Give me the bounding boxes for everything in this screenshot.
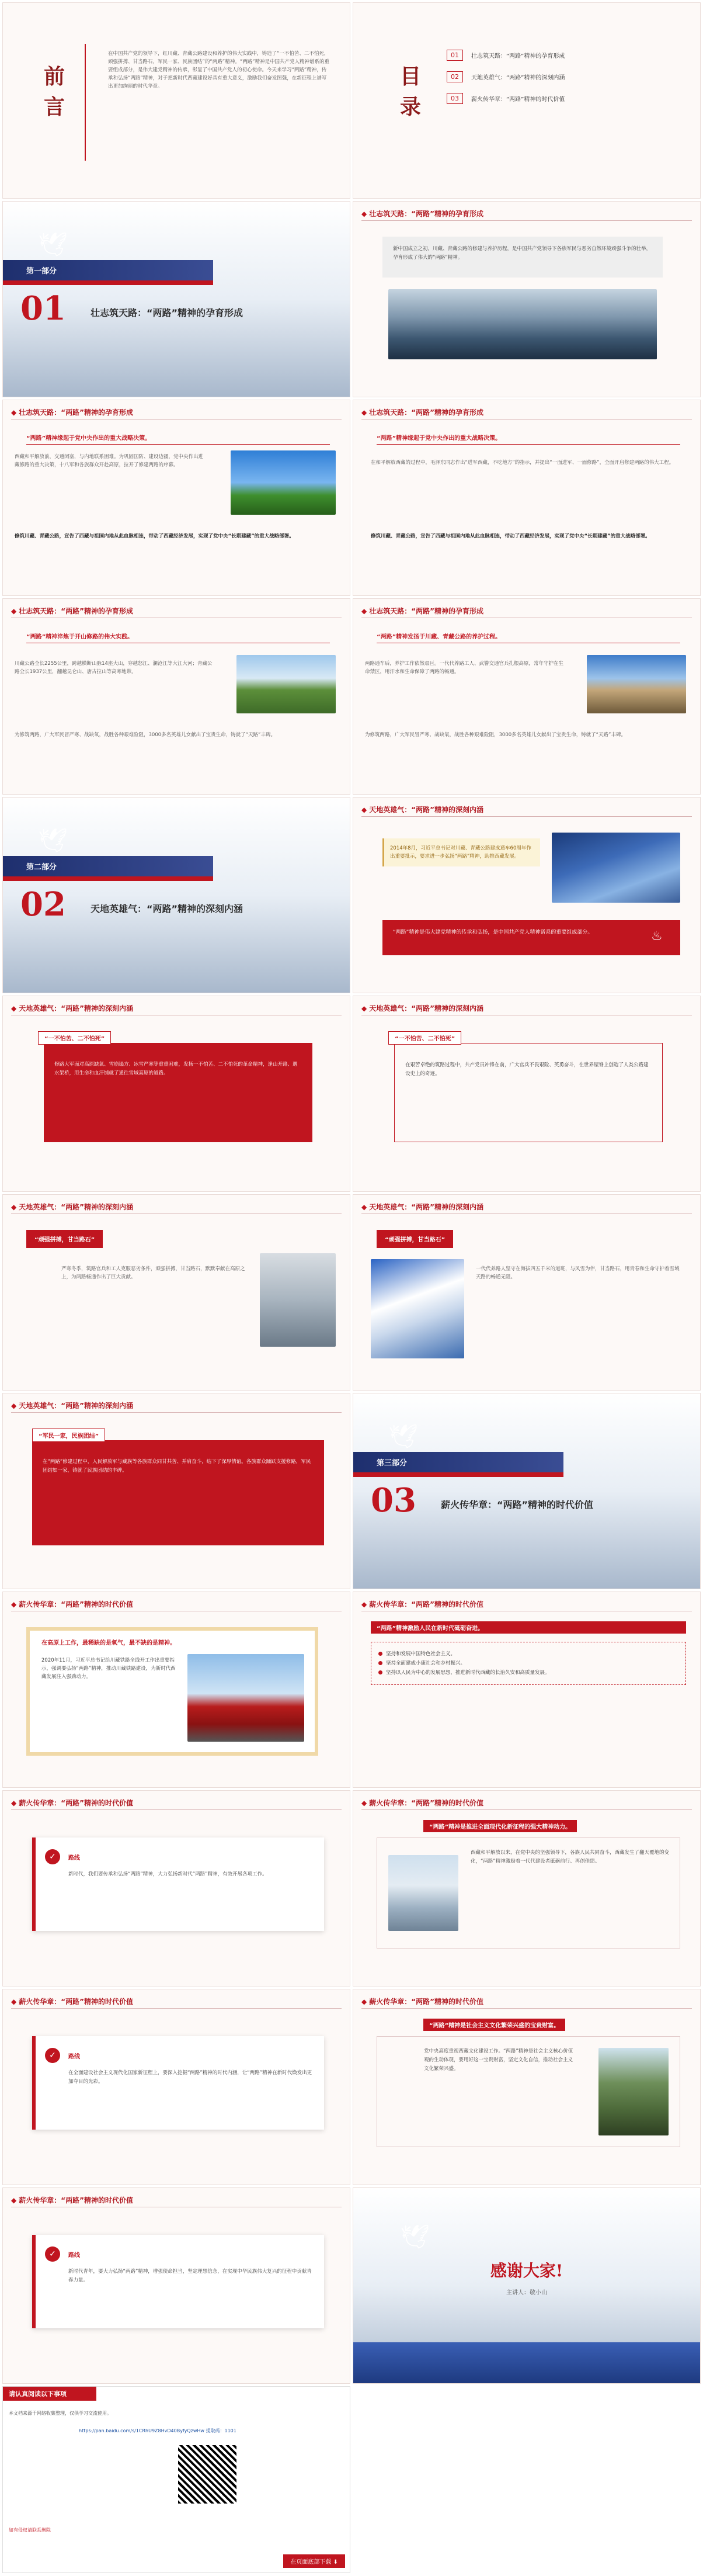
preface-title: 前言 bbox=[44, 64, 65, 119]
slide-1-maintenance: ◆ 壮志筑天路：“两路”精神的孕育形成 “两路”精神发扬于川藏、青藏公路的养护过程。 两路通车后，养护工作依然艰巨。一代代养路工人、武警交通官兵扎根高原，常年守护在生命禁区，用汗水和生命保障了两路的畅通。 为修筑两路，广大军民冒严寒、战缺氧，战胜各种艰难险阻，3000多名英雄儿女献出了宝贵生命，铸就了“天路”丰碑。 bbox=[353, 598, 701, 795]
banner: “两路”精神是社会主义文化繁荣兴盛的宝贵财富。 bbox=[423, 2019, 565, 2031]
card-text: 新时代，我们要传承和弘扬“两路”精神，大力弘扬新时代“两路”精神，有效开展各项工作。 bbox=[68, 1871, 267, 1877]
part-label: 第二部分 bbox=[3, 856, 213, 876]
body-box: 西藏和平解放以来，在党中央的坚强领导下，各族人民共同奋斗，西藏发生了翻天覆地的变化，“两路”精神激励着一代代建设者砥砺前行、再创佳绩。 bbox=[377, 1837, 680, 1949]
part-label: 第三部分 bbox=[353, 1452, 563, 1472]
thanks-title: 感谢大家! bbox=[490, 2261, 563, 2280]
toc-title: 目录 bbox=[400, 64, 422, 119]
item-list bbox=[371, 1642, 686, 1685]
slide-1-intro bbox=[353, 201, 701, 397]
tag-label: “顽强拼搏，甘当路石” bbox=[377, 1230, 453, 1248]
ribbon-accent bbox=[3, 280, 213, 285]
slide-2-stone-2: ◆ 天地英雄气：“两路”精神的深刻内涵 “顽强拼搏，甘当路石” 一代代养路人坚守在海拔四五千米的道班，与风雪为伴，甘当路石，用青春和生命守护着雪域天路的畅通无阻。 bbox=[353, 1194, 701, 1391]
slide-3-culture: ◆ 薪火传华章：“两路”精神的时代价值 “两路”精神是社会主义文化繁荣兴盛的宝贵财富。 党中央高度重视西藏文化建设工作。“两路”精神是社会主义核心价值观的生动体现，要用好这一宝贵财富，坚定文化自信，推动社会主义文化繁荣兴盛。 bbox=[353, 1989, 701, 2185]
slide-3-route-3: ◆ 薪火传华章：“两路”精神的时代价值 ✓ 路线 新时代青年，要大力弘扬“两路”精神，增强使命担当，坚定理想信念，在实现中华民族伟大复兴的征程中贡献青春力量。 bbox=[2, 2187, 350, 2384]
footer-note: 如有侵权请联系删除 bbox=[9, 2528, 51, 2533]
tag-label: “一不怕苦、二不怕死” bbox=[388, 1031, 461, 1045]
water-image bbox=[552, 833, 680, 903]
palace-image bbox=[388, 1855, 458, 1931]
footer bbox=[0, 2384, 703, 2576]
snow-image bbox=[260, 1253, 336, 1347]
framed-card bbox=[26, 1627, 318, 1756]
footer-head: 请认真阅读以下事项 bbox=[3, 2387, 96, 2401]
card-label: 路线 bbox=[68, 2054, 80, 2060]
toc-item[interactable]: 03 薪火传华章：“两路”精神的时代价值 bbox=[447, 93, 680, 104]
summary-text: 修筑川藏、青藏公路，宣告了西藏与祖国内地从此血脉相连，带动了西藏经济发展，实现了党中央“长期建藏”的重大战略部署。 bbox=[15, 533, 294, 539]
banner: “两路”精神是推进全面现代化新征程的强大精神动力。 bbox=[423, 1820, 577, 1832]
card-text: 在全面建设社会主义现代化国家新征程上，要深入挖掘“两路”精神的时代内涵，让“两路”精神在新时代焕发出更加夺目的光彩。 bbox=[68, 2070, 312, 2085]
card-label: 路线 bbox=[68, 2252, 80, 2259]
summary-text: 修筑川藏、青藏公路，宣告了西藏与祖国内地从此血脉相连，带动了西藏经济发展，实现了党中央“长期建藏”的重大战略部署。 bbox=[371, 533, 650, 539]
slide-3-modernize: ◆ 薪火传华章：“两路”精神的时代价值 “两路”精神是推进全面现代化新征程的强大精神动力。 西藏和平解放以来，在党中央的坚强领导下，各族人民共同奋斗，西藏发生了翻天覆地的变化，“两路”精神激励着一代代建设者砥砺前行、再创佳绩。 bbox=[353, 1790, 701, 1986]
slide-3-oxygen: ◆ 薪火传华章：“两路”精神的时代价值 在高原上工作，最稀缺的是氧气，最不缺的是精神。 2020年11月，习近平总书记给川藏铁路全线开工作出重要指示，强调要弘扬“两路”精神，推动川藏铁路建设，为新时代西藏发展注入强劲动力。 bbox=[2, 1592, 350, 1788]
slide-2-intro: ◆ 天地英雄气：“两路”精神的深刻内涵 2014年8月，习近平总书记对川藏、青藏公路建成通车60周年作出重要批示，要求进一步弘扬“两路”精神，助推西藏发展。 “两路”精神是伟大建党精神的传承和弘扬，是中国共产党人精神谱系的重要组成部分。 ♨ bbox=[353, 797, 701, 993]
part-title: 壮志筑天路：“两路”精神的孕育形成 bbox=[91, 307, 243, 318]
subhead: 在高原上工作，最稀缺的是氧气，最不缺的是精神。 bbox=[41, 1640, 176, 1646]
dove-icon: 🕊 bbox=[38, 827, 68, 854]
part-label: 第一部分 bbox=[3, 260, 213, 280]
slide-3-route-2: ◆ 薪火传华章：“两路”精神的时代价值 ✓ 路线 在全面建设社会主义现代化国家新征程上，要深入挖掘“两路”精神的时代内涵，让“两路”精神在新时代焕发出更加夺目的光彩。 bbox=[2, 1989, 350, 2185]
slide-header: ◆ 壮志筑天路：“两路”精神的孕育形成 bbox=[11, 408, 134, 417]
tiananmen-image bbox=[187, 1654, 304, 1742]
slide-3-inspire: ◆ 薪火传华章：“两路”精神的时代价值 “两路”精神激励人民在新时代砥砺奋进。 坚持和发展中国特色社会主义。 坚持全面建成小康社会和乡村振兴。 坚持以人民为中心的发展思想，推进新时代西藏的长治久安和高质量发展。 bbox=[353, 1592, 701, 1788]
red-card: 修路大军面对高原缺氧、雪崩塌方、冰雪严寒等重重困难，发扬一不怕苦、二不怕死的革命精神，逢山开路、遇水架桥，用生命和血汗铺就了通往雪域高原的道路。 bbox=[44, 1043, 312, 1142]
part-title: 薪火传华章：“两路”精神的时代价值 bbox=[441, 1499, 594, 1510]
flame-icon: ♨ bbox=[651, 929, 663, 944]
note-banner: “两路”精神是伟大建党精神的传承和弘扬，是中国共产党人精神谱系的重要组成部分。 bbox=[382, 920, 680, 955]
slide-thanks bbox=[353, 2187, 701, 2384]
detail-text: 为修筑两路，广大军民冒严寒、战缺氧，战胜各种艰难险阻，3000多名英雄儿女献出了宝贵生命，铸就了“天路”丰碑。 bbox=[365, 732, 626, 738]
slide-toc bbox=[353, 2, 701, 199]
check-icon: ✓ bbox=[45, 2048, 60, 2063]
qr-code bbox=[178, 2445, 236, 2504]
part-number: 02 bbox=[20, 885, 66, 924]
slide-part-1 bbox=[2, 201, 350, 397]
preface-text: 在中国共产党的领导下，红川藏、青藏公路建设和养护的伟大实践中，铸造了“一不怕苦、二不怕死，顽强拼搏、甘当路石，军民一家、民族团结”的“两路”精神。“两路”精神是中国共产党人精神谱系的重要组成部分，是伟大建党精神的传承，彰显了中国共产党人的初心使命。今天来学习“两路”精神，传承和弘扬“两路”精神，对于把新时代西藏建设好具有重大意义，激励我们奋发图强，在新征程上谱写出更加绚丽的时代华章。 bbox=[108, 51, 330, 89]
slide-part-3 bbox=[353, 1393, 701, 1589]
download-button[interactable]: 在页面底部下载 ⬇ bbox=[283, 2554, 345, 2568]
dove-icon: 🕊 bbox=[38, 231, 68, 258]
footer-desc: 本文档来源于网络收集整理，仅供学习交流使用。 bbox=[9, 2411, 112, 2416]
banner-title: “两路”精神缘起于党中央作出的重大战略决策。 bbox=[377, 433, 680, 445]
card-label: 路线 bbox=[68, 1855, 80, 1861]
card bbox=[32, 2036, 324, 2130]
speaker: 主讲人：敬小山 bbox=[506, 2290, 547, 2296]
toc-item[interactable]: 01 壮志筑天路：“两路”精神的孕育形成 bbox=[447, 50, 680, 61]
body-text: 在和平解放西藏的过程中，毛泽东同志作出“进军西藏，不吃地方”的指示，并提出“一面进军、一面修路”，全面开启修建两路的伟大工程。 bbox=[371, 460, 674, 466]
red-card: 在“两路”修建过程中，人民解放军与藏族等各族群众同甘共苦、并肩奋斗，结下了深厚情谊。各族群众踊跃支援修路，军民团结如一家，铸就了民族团结的丰碑。 bbox=[32, 1440, 324, 1545]
divider bbox=[85, 44, 86, 161]
slide-2-brave-1: ◆ 天地英雄气：“两路”精神的深刻内涵 “一不怕苦、二不怕死” 修路大军面对高原缺氧、雪崩塌方、冰雪严寒等重重困难，发扬一不怕苦、二不怕死的革命精神，逢山开路、遇水架桥，用生命和血汗铺就了通往雪域高原的道路。 bbox=[2, 996, 350, 1192]
part-number: 01 bbox=[20, 289, 66, 328]
body-text: 川藏公路全长2255公里，跨越横断山脉14座大山，穿越怒江、澜沧江等大江大河；青藏公路全长1937公里，翻越昆仑山、唐古拉山等高寒地带。 bbox=[15, 661, 213, 675]
slide-2-brave-2: ◆ 天地英雄气：“两路”精神的深刻内涵 “一不怕苦、二不怕死” 在艰苦卓绝的筑路过程中，共产党员冲锋在前，广大官兵不畏艰险、英勇奋斗，在世界屋脊上创造了人类公路建设史上的奇迹。 bbox=[353, 996, 701, 1192]
part-title: 天地英雄气：“两路”精神的深刻内涵 bbox=[91, 903, 243, 914]
dove-icon: 🕊 bbox=[400, 2224, 430, 2251]
toc-item[interactable]: 02 天地英雄气：“两路”精神的深刻内涵 bbox=[447, 71, 680, 82]
toc-list bbox=[447, 50, 680, 104]
slide-1-decision bbox=[2, 400, 350, 596]
card bbox=[32, 1837, 324, 1931]
list-item: 坚持全面建成小康社会和乡村振兴。 bbox=[378, 1659, 678, 1668]
check-icon: ✓ bbox=[45, 2246, 60, 2262]
tag-label: “顽强拼搏，甘当路石” bbox=[26, 1230, 103, 1248]
card bbox=[32, 2235, 324, 2328]
check-icon: ✓ bbox=[45, 1849, 60, 1864]
part-number: 03 bbox=[371, 1481, 416, 1520]
intro-box: 新中国成立之初，川藏、青藏公路的修建与养护历程，是中国共产党领导下各族军民与恶劣自然环境顽强斗争的壮举，孕育形成了伟大的“两路”精神。 bbox=[382, 237, 663, 278]
slide-1-decision-2 bbox=[353, 400, 701, 596]
road-image bbox=[587, 655, 686, 713]
slide-header: ◆ 壮志筑天路：“两路”精神的孕育形成 bbox=[361, 408, 484, 417]
banner-title: “两路”精神缘起于党中央作出的重大战略决策。 bbox=[26, 433, 330, 445]
tree-image bbox=[236, 655, 336, 713]
slide-2-unity: ◆ 天地英雄气：“两路”精神的深刻内涵 “军民一家，民族团结” 在“两路”修建过程中，人民解放军与藏族等各族群众同甘共苦、并肩奋斗，结下了深厚情谊。各族群众踊跃支援修路，军民团结如一家，铸就了民族团结的丰碑。 bbox=[2, 1393, 350, 1589]
list-item: 坚持以人民为中心的发展思想，推进新时代西藏的长治久安和高质量发展。 bbox=[378, 1668, 678, 1677]
tag-label: “军民一家，民族团结” bbox=[32, 1429, 105, 1442]
glacier-image bbox=[371, 1259, 464, 1358]
card-text: 新时代青年，要大力弘扬“两路”精神，增强使命担当，坚定理想信念，在实现中华民族伟大复兴的征程中贡献青春力量。 bbox=[68, 2269, 312, 2283]
mountain-image bbox=[388, 289, 657, 359]
body-text: 严寒冬季，筑路官兵和工人克服恶劣条件，顽强拼搏，甘当路石，默默奉献在高原之上，为两路畅通作出了巨大贡献。 bbox=[61, 1266, 245, 1280]
outline-card: 在艰苦卓绝的筑路过程中，共产党员冲锋在前，广大官兵不畏艰险、英勇奋斗，在世界屋脊上创造了人类公路建设史上的奇迹。 bbox=[394, 1043, 663, 1142]
body-text: 一代代养路人坚守在海拔四五千米的道班，与风雪为伴，甘当路石，用青春和生命守护着雪域天路的畅通无阻。 bbox=[476, 1266, 680, 1280]
slide-1-practice: ◆ 壮志筑天路：“两路”精神的孕育形成 “两路”精神淬炼于开山修路的伟大实践。 川藏公路全长2255公里，跨越横断山脉14座大山，穿越怒江、澜沧江等大江大河；青藏公路全长1937公里，翻越昆仑山、唐古拉山等高寒地带。 为修筑两路，广大军民冒严寒、战缺氧，战胜各种艰难险阻，3000多名英雄儿女献出了宝贵生命，铸就了“天路”丰碑。 bbox=[2, 598, 350, 795]
cliff-image bbox=[598, 2048, 669, 2135]
body-text: 西藏和平解放前，交通闭塞，与内地联系困难。为巩固国防、建设边疆，党中央作出进藏修路的重大决策，十八军和各族群众开赴高原，拉开了修建两路的序幕。 bbox=[15, 454, 204, 468]
banner-title: “两路”精神发扬于川藏、青藏公路的养护过程。 bbox=[377, 632, 680, 643]
banner-title: “两路”精神淬炼于开山修路的伟大实践。 bbox=[26, 632, 330, 643]
slide-header: ◆ 壮志筑天路：“两路”精神的孕育形成 bbox=[361, 210, 484, 218]
slide-preface bbox=[2, 2, 350, 199]
landscape-image bbox=[231, 450, 336, 515]
tag-label: “一不怕苦、二不怕死” bbox=[38, 1031, 111, 1045]
slide-3-route-1: ◆ 薪火传华章：“两路”精神的时代价值 ✓ 路线 新时代，我们要传承和弘扬“两路”精神，大力弘扬新时代“两路”精神，有效开展各项工作。 bbox=[2, 1790, 350, 1986]
slide-2-stone-1: ◆ 天地英雄气：“两路”精神的深刻内涵 “顽强拼搏，甘当路石” 严寒冬季，筑路官兵和工人克服恶劣条件，顽强拼搏，甘当路石，默默奉献在高原之上，为两路畅通作出了巨大贡献。 bbox=[2, 1194, 350, 1391]
slide-part-2 bbox=[2, 797, 350, 993]
detail-text: 为修筑两路，广大军民冒严寒、战缺氧，战胜各种艰难险阻，3000多名英雄儿女献出了宝贵生命，铸就了“天路”丰碑。 bbox=[15, 732, 276, 738]
list-item: 坚持和发展中国特色社会主义。 bbox=[378, 1649, 678, 1659]
body-box: 党中央高度重视西藏文化建设工作。“两路”精神是社会主义核心价值观的生动体现，要用好这一宝贵财富，坚定文化自信，推动社会主义文化繁荣兴盛。 bbox=[377, 2036, 680, 2147]
header-rule bbox=[361, 220, 692, 221]
body-text: 2020年11月，习近平总书记给川藏铁路全线开工作出重要指示，强调要弘扬“两路”精神，推动川藏铁路建设，为新时代西藏发展注入强劲动力。 bbox=[41, 1658, 176, 1680]
dove-icon: 🕊 bbox=[388, 1423, 418, 1450]
body-text: 两路通车后，养护工作依然艰巨。一代代养路工人、武警交通官兵扎根高原，常年守护在生命禁区，用汗水和生命保障了两路的畅通。 bbox=[365, 661, 564, 675]
footer-link[interactable]: https://pan.baidu.com/s/1CRhU9Z8HvD40ByfyQzwHw 提取码：1101 bbox=[79, 2428, 236, 2433]
quote-box: 2014年8月，习近平总书记对川藏、青藏公路建成通车60周年作出重要批示，要求进一步弘扬“两路”精神，助推西藏发展。 bbox=[382, 838, 540, 866]
flag-wave bbox=[353, 2342, 700, 2383]
banner: “两路”精神激励人民在新时代砥砺奋进。 bbox=[371, 1621, 686, 1634]
